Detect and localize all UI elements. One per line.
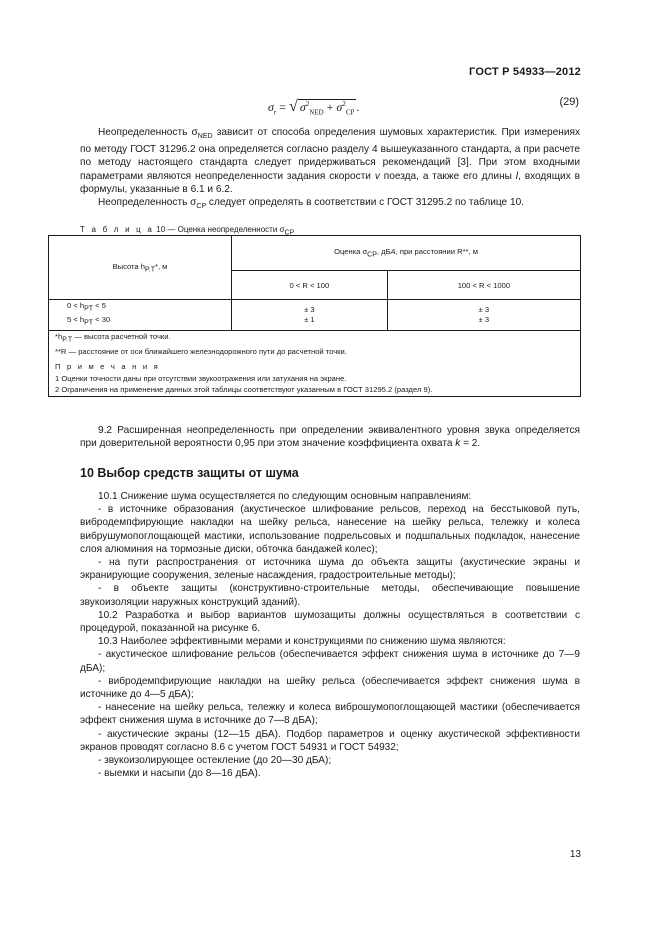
clause-10-2: 10.2 Разработка и выбор вариантов шумозащиты должны осуществляться в соответствии с процедурой, показанной на рисунке 6. (80, 609, 580, 635)
footnote-height: $*h_{P.T}$ — высота расчетной точки. (55, 332, 171, 344)
paragraph-uncertainty-cp: Неопределенность $\sigma_{CP}$ следует определять в соответствии с ГОСТ 31295.2 по таблице 10. (98, 197, 524, 211)
list-item: - на пути распространения от источника шума до объекта защиты (акустические экраны и экранирующие сооружения, зеленые насаждения, градостроительные методы); (80, 557, 580, 582)
sqrt-symbol: √ (289, 98, 298, 115)
clause-10-3: 10.3 Наиболее эффективными мерами и конструкциями по снижению шума являются: (98, 636, 506, 648)
subheader-near: 0 < R < 100 (232, 271, 388, 300)
notes-title: П р и м е ч а н и я (55, 362, 160, 372)
footnote-distance: **R — расстояние от оси ближайшего железнодорожного пути до расчетной точки. (55, 346, 347, 356)
list-item: - акустическое шлифование рельсов (обеспечивается эффект снижения шума в источнике до 7—9 дБА); (80, 649, 580, 674)
radicand: $\sigma^2_{NED} + \sigma^2_{CP}$ (299, 100, 355, 117)
formula-number: (29) (559, 96, 579, 108)
table-row: $0 < h_{PT} < 5$ (67, 301, 106, 313)
list-item: - выемки и насыпи (до 8—16 дБА). (98, 768, 261, 780)
height-ranges (49, 300, 232, 331)
values-near: ± 3 ± 1 (232, 300, 388, 331)
col-height-header: Высота $h_{P.T}*$, м (49, 236, 232, 300)
group-header: Оценка $\sigma_{CP}$, дБА, при расстоянии R**, м (232, 236, 581, 271)
section-10-text (80, 490, 580, 780)
list-item: - нанесение на шейку рельса, тележку и колеса виброшумопоглощающей мастики (обеспечивается эффект снижения шума в источнике до 7—8 дБА); (80, 702, 580, 727)
formula-29 (0, 96, 661, 116)
values-far: ± 3 ± 3 (387, 300, 580, 331)
intro-paragraphs (80, 126, 580, 213)
document-header: ГОСТ Р 54933—2012 (469, 66, 581, 78)
table-caption: Т а б л и ц а 10 — Оценка неопределенности $\sigma_{CP}$ (80, 225, 295, 237)
page-number: 13 (569, 849, 581, 860)
uncertainty-table (48, 235, 581, 397)
paragraph-uncertainty-ned: Неопределенность $\sigma_{NED}$ зависит от способа определения шумовых характеристик. При измерениях по методу ГОСТ 31296.2 она определяется согласно разделу 4 вышеуказанного стандарта, а при расчете по методу настоящего стандарта следует придерживаться рекомендаций [3]. При этом входными параметрами являются неопределенности задания скорости v поезда, а также его длины l, входящих в формулы, указанные в 6.1 и 6.2. (80, 127, 581, 195)
list-item: - звукоизолирующее остекление (до 20—30 дБА); (98, 755, 332, 767)
section-title: 10 Выбор средств защиты от шума (80, 466, 299, 480)
list-item: - вибродемпфирующие накладки на шейку рельса (обеспечивается эффект снижения шума в источнике до 4—5 дБА); (80, 675, 580, 701)
clause-10-1: 10.1 Снижение шума осуществляется по следующим основным направлениям: (98, 491, 472, 502)
list-item: - в объекте защиты (конструктивно-строительные методы, обеспечивающие повышение звукоизоляции наружных конструкций зданий). (80, 583, 580, 608)
note-1: 1 Оценки точности даны при отсутствии звукоотражения или затухания на экране. (55, 373, 347, 383)
list-item: - акустические экраны (12—15 дБА). Подбор параметров и оценку акустической эффективности экранов проводят согласно 8.6 с учетом ГОСТ 54931 и ГОСТ 54932; (80, 728, 580, 753)
subheader-far: 100 < R < 1000 (387, 271, 580, 300)
note-2: 2 Ограничения на применение данных этой таблицы соответствуют указанным в ГОСТ 31295.2 (раздел 9). (55, 385, 433, 395)
paragraph-9-2: 9.2 Расширенная неопределенность при определении эквивалентного уровня звука определяется при доверительной вероятности 0,95 при этом значение коэффициента охвата k = 2. (80, 425, 580, 450)
table-row: $5 < h_{PT} < 30$ (67, 315, 111, 327)
table-notes (49, 331, 581, 397)
formula-expression: $\sigma_r$ = √ $\sigma^2_{NED} + \sigma^2_{CP}$ . (268, 98, 360, 117)
list-item: - в источнике образования (акустическое шлифование рельсов, переход на бесстыковой путь, вибродемпфирующие накладки на шейку рельса, нанесение на шейку рельса, тележку и колеса вибрушумопоглощающей мастики, использование подрельсовых и подшпальных подкладок, нанесение слоя алюминия на тормозные диски, обточка бандажей колес); (80, 504, 580, 555)
